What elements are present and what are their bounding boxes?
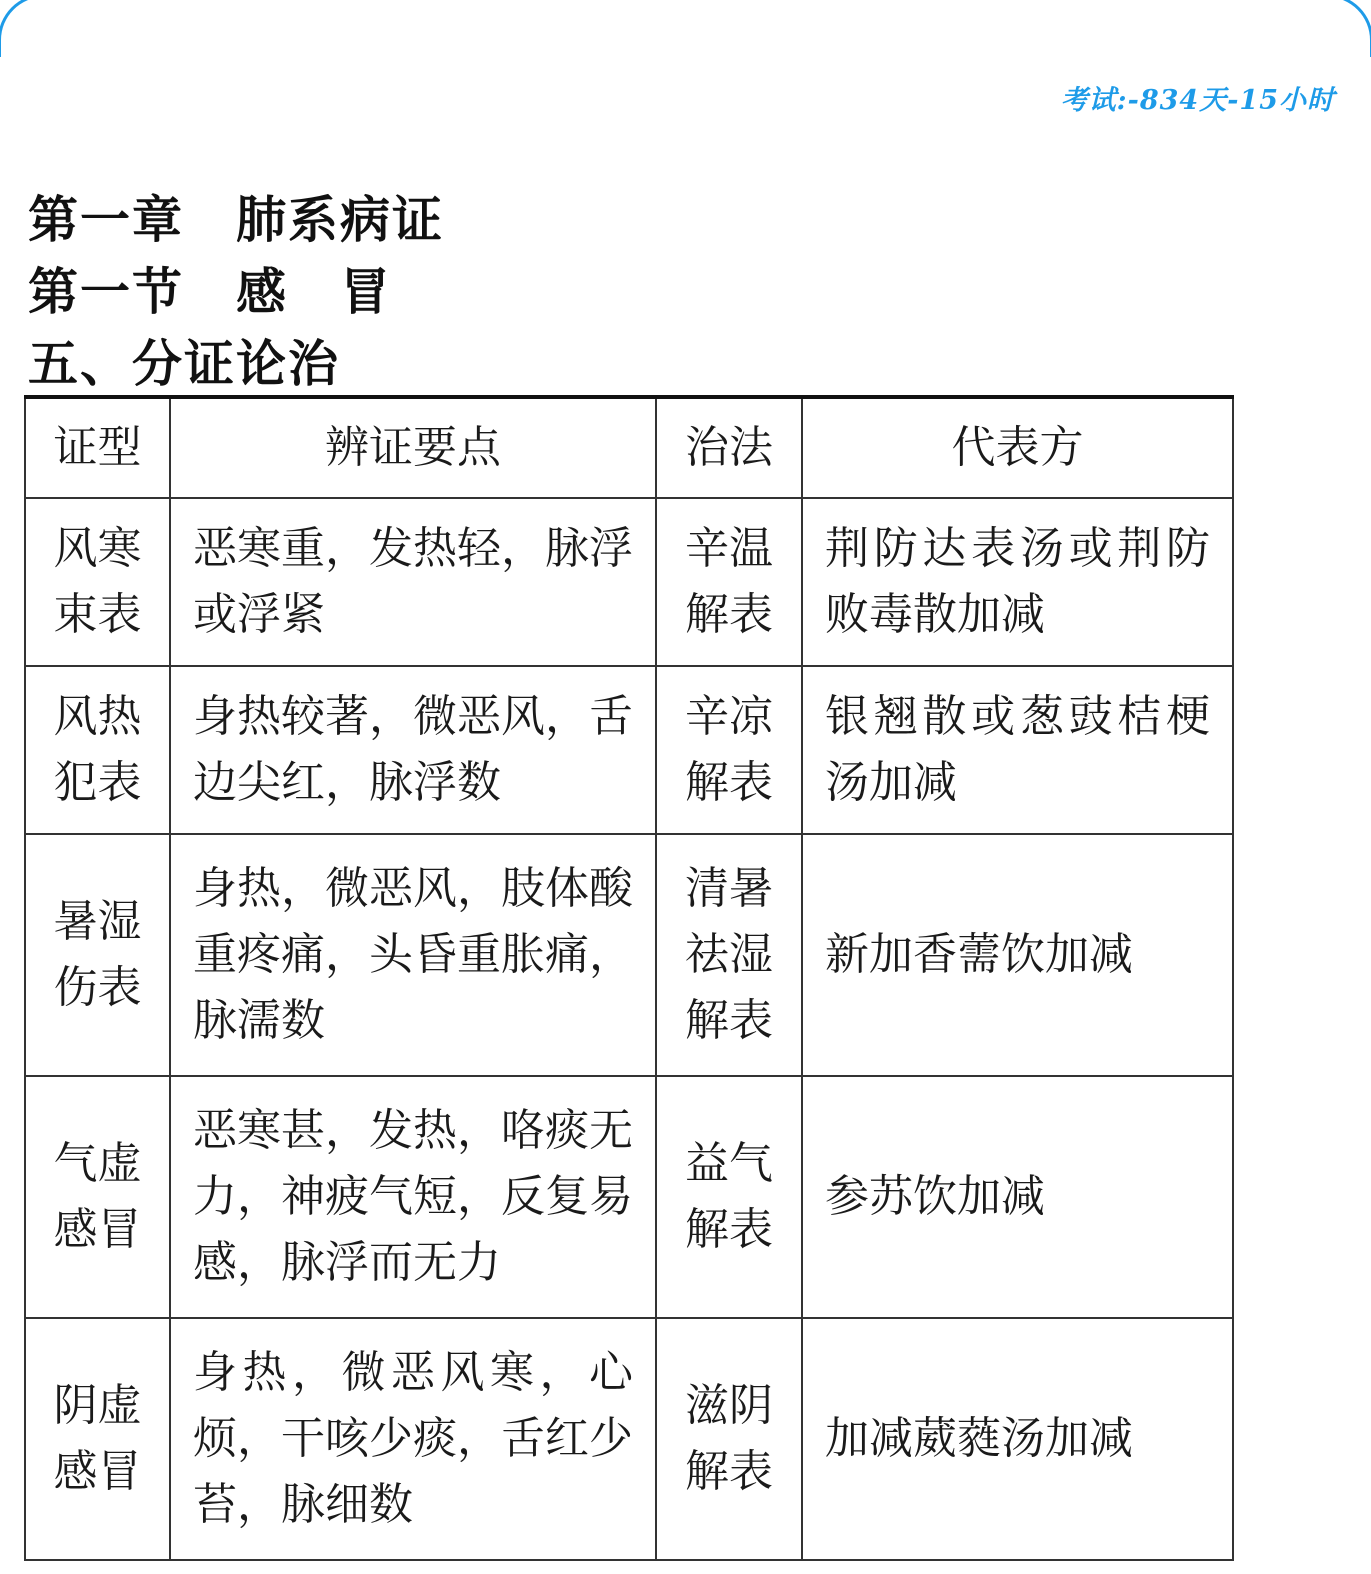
syndrome-type-cell: 暑湿伤表 [25, 834, 170, 1076]
key-points-cell: 身热，微恶风，肢体酸重疼痛，头昏重胀痛，脉濡数 [170, 834, 656, 1076]
treatment-method-cell: 清暑祛湿解表 [656, 834, 802, 1076]
table-row [25, 1076, 1233, 1318]
column-header-points: 辨证要点 [170, 397, 656, 498]
syndrome-type-cell: 阴虚感冒 [25, 1318, 170, 1560]
column-header-formula: 代表方 [802, 397, 1233, 498]
key-points-cell: 身热较著，微恶风，舌边尖红，脉浮数 [170, 666, 656, 834]
table-header-row [25, 397, 1233, 498]
table-row [25, 834, 1233, 1076]
treatment-method-cell: 辛温解表 [656, 498, 802, 666]
formula-cell: 荆防达表汤或荆防败毒散加减 [802, 498, 1233, 666]
key-points-cell: 身热，微恶风寒，心烦，干咳少痰，舌红少苔，脉细数 [170, 1318, 656, 1560]
treatment-method-cell: 辛凉解表 [656, 666, 802, 834]
formula-cell: 加减葳蕤汤加减 [802, 1318, 1233, 1560]
table-row [25, 498, 1233, 666]
key-points-cell: 恶寒重，发热轻，脉浮或浮紧 [170, 498, 656, 666]
frame-corner-left [0, 0, 61, 57]
table-row [25, 666, 1233, 834]
exam-countdown: 考试:-834天-15小时 [1060, 85, 1335, 116]
chapter-title: 第一章 肺系病证 [28, 190, 444, 249]
syndrome-type-cell: 风寒束表 [25, 498, 170, 666]
column-header-type: 证型 [25, 397, 170, 498]
key-points-cell: 恶寒甚，发热，咯痰无力，神疲气短，反复易感，脉浮而无力 [170, 1076, 656, 1318]
formula-cell: 银翘散或葱豉桔梗汤加减 [802, 666, 1233, 834]
treatment-method-cell: 益气解表 [656, 1076, 802, 1318]
formula-cell: 新加香薷饮加减 [802, 834, 1233, 1076]
syndrome-type-cell: 气虚感冒 [25, 1076, 170, 1318]
section-title: 第一节 感 冒 [28, 262, 392, 321]
treatment-method-cell: 滋阴解表 [656, 1318, 802, 1560]
subsection-title: 五、分证论治 [28, 334, 340, 393]
table-row [25, 1318, 1233, 1560]
column-header-method: 治法 [656, 397, 802, 498]
formula-cell: 参苏饮加减 [802, 1076, 1233, 1318]
frame-corner-right [1310, 0, 1371, 57]
syndrome-type-cell: 风热犯表 [25, 666, 170, 834]
syndrome-treatment-table [24, 395, 1234, 1561]
